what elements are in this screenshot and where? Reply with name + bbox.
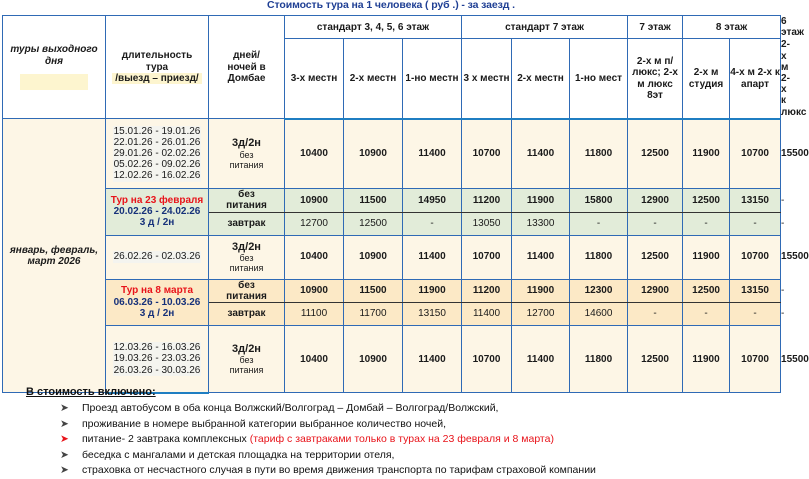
list-item-text: проживание в номере выбранной категории выбранное количество ночей, bbox=[82, 417, 446, 430]
price-cell: 11900 bbox=[512, 279, 570, 302]
date-line: 26.03.26 - 30.03.26 bbox=[113, 364, 201, 376]
price-cell: - bbox=[570, 212, 628, 235]
header-group-standard-7: стандарт 7 этаж bbox=[462, 16, 628, 39]
board-line1: без bbox=[239, 355, 254, 366]
price-cell: 13150 bbox=[730, 279, 781, 302]
price-cell: - bbox=[683, 302, 730, 325]
price-cell: 12500 bbox=[628, 119, 683, 189]
row-board-feb-2: завтрак bbox=[209, 212, 285, 235]
price-cell: 12900 bbox=[628, 189, 683, 212]
header-duration-line2: тура bbox=[145, 61, 169, 73]
date-line: 12.02.26 - 16.02.26 bbox=[113, 170, 201, 182]
table-row: Тур на 8 марта 06.03.26 - 10.03.26 3 д / 2н без питания 10900 11500 11900 11200 11900 12300 12900 12500 13150 - bbox=[3, 279, 781, 302]
price-cell: 10700 bbox=[730, 235, 781, 279]
price-cell: 10700 bbox=[462, 325, 512, 393]
row-board-4 bbox=[209, 325, 285, 393]
header-sub-2: 1-но местн bbox=[403, 39, 462, 119]
row-dates-4 bbox=[106, 325, 209, 393]
page-title: Стоимость тура на 1 человека ( руб .) - за заезд . bbox=[267, 0, 515, 11]
board-line2: питания bbox=[226, 200, 267, 212]
list-item bbox=[60, 432, 782, 448]
list-item-text: питание- 2 завтрака комплексных bbox=[82, 433, 250, 445]
price-cell: 10400 bbox=[285, 235, 344, 279]
header-days-line2: ночей в bbox=[227, 61, 266, 73]
price-cell: 12900 bbox=[628, 279, 683, 302]
board-line1: без bbox=[239, 149, 254, 160]
header-days-line1: дней/ bbox=[233, 50, 260, 62]
header-sub-6: 2-х м п/люкс; 2-х м люкс 8эт bbox=[628, 39, 683, 119]
price-cell: 11900 bbox=[512, 189, 570, 212]
list-item-note: (тариф с завтраками только в турах на 23 февраля и 8 марта) bbox=[249, 433, 554, 445]
header-group-floor-8: 8 этаж bbox=[683, 16, 781, 39]
header-duration-line1: длительность bbox=[121, 50, 193, 62]
header-sub-1: 2-х местн bbox=[344, 39, 403, 119]
price-cell: 11100 bbox=[285, 302, 344, 325]
price-cell: 10900 bbox=[285, 189, 344, 212]
price-cell: 10400 bbox=[285, 119, 344, 189]
price-cell: 11200 bbox=[462, 189, 512, 212]
month-cell: январь, февраль, март 2026 bbox=[3, 119, 106, 393]
price-cell: 10900 bbox=[344, 325, 403, 393]
tour-dates: 20.02.26 - 24.02.26 bbox=[113, 206, 201, 218]
price-cell: 12500 bbox=[628, 235, 683, 279]
date-line: 29.01.26 - 02.02.26 bbox=[113, 148, 201, 160]
row-board-feb-1 bbox=[209, 189, 285, 212]
table-header-group-row: туры выходного дня длительность тура /выезд – приезд/ дней/ ночей в Домбае стандарт 3, 4, 5, 6 этаж стандарт 7 этаж 7 этаж 8 этаж 6 этаж bbox=[3, 16, 781, 39]
price-cell: - bbox=[730, 212, 781, 235]
board-line2: питания bbox=[226, 290, 267, 302]
row-board-2 bbox=[209, 235, 285, 279]
row-dates-2 bbox=[106, 235, 209, 279]
price-cell: 13300 bbox=[512, 212, 570, 235]
date-line: 22.01.26 - 26.01.26 bbox=[113, 136, 201, 148]
row-tour-mar bbox=[106, 279, 209, 325]
arrow-bullet-icon: ➤ bbox=[60, 433, 69, 445]
price-cell: 11500 bbox=[344, 189, 403, 212]
price-cell: 11800 bbox=[570, 119, 628, 189]
price-cell: 13150 bbox=[730, 189, 781, 212]
date-line: 19.03.26 - 23.03.26 bbox=[113, 353, 201, 365]
price-cell: - bbox=[628, 302, 683, 325]
date-line: 15.01.26 - 19.01.26 bbox=[113, 125, 201, 137]
price-cell: 10400 bbox=[285, 325, 344, 393]
table-row: завтрак 12700 12500 - 13050 13300 - - - - - bbox=[3, 212, 781, 235]
table-row: завтрак 11100 11700 13150 11400 12700 14600 - - - - bbox=[3, 302, 781, 325]
price-cell: - bbox=[628, 212, 683, 235]
board-days: 3д/2н bbox=[232, 342, 261, 355]
included-section bbox=[0, 386, 782, 479]
tour-duration: 3 д / 2н bbox=[139, 217, 175, 229]
list-item bbox=[60, 401, 782, 417]
header-sub-3: 3 х местн bbox=[462, 39, 512, 119]
header-group-standard-3456: стандарт 3, 4, 5, 6 этаж bbox=[285, 16, 462, 39]
price-cell: 11400 bbox=[512, 235, 570, 279]
date-line: 26.02.26 - 02.03.26 bbox=[113, 251, 201, 263]
price-cell: 11400 bbox=[512, 119, 570, 189]
price-cell: - bbox=[683, 212, 730, 235]
arrow-bullet-icon: ➤ bbox=[60, 464, 69, 476]
header-days-line3: Домбае bbox=[227, 72, 266, 84]
row-tour-feb bbox=[106, 189, 209, 235]
board-line2: питания bbox=[229, 263, 264, 274]
list-item bbox=[60, 417, 782, 433]
price-cell: 11400 bbox=[403, 325, 462, 393]
arrow-bullet-icon: ➤ bbox=[60, 402, 69, 414]
price-cell: 11800 bbox=[570, 235, 628, 279]
price-cell: 13050 bbox=[462, 212, 512, 235]
date-line: 05.02.26 - 09.02.26 bbox=[113, 159, 201, 171]
table-row: 26.02.26 - 02.03.26 3д/2н без питания 10400 10900 11400 10700 11400 11800 12500 11900 10700 15500 bbox=[3, 235, 781, 279]
price-cell: 11700 bbox=[344, 302, 403, 325]
price-cell: 11400 bbox=[512, 325, 570, 393]
board-line2: питания bbox=[229, 365, 264, 376]
header-yellow-strip bbox=[20, 74, 87, 90]
board-line1: без bbox=[238, 279, 255, 291]
price-cell: 10700 bbox=[730, 119, 781, 189]
price-cell: 12500 bbox=[683, 279, 730, 302]
price-cell: 10900 bbox=[344, 119, 403, 189]
table-header-sub-row: 3-х местн 2-х местн 1-но местн 3 х местн 2-х местн 1-но мест 2-х м п/люкс; 2-х м люкс 8эт 2-х м студия 4-х м 2-х к апарт 2-х м 2-х к люкс bbox=[3, 39, 781, 119]
price-cell: 15800 bbox=[570, 189, 628, 212]
price-cell: 12500 bbox=[683, 189, 730, 212]
included-heading: В стоимость включено: bbox=[26, 386, 156, 398]
header-tours-label: туры выходного дня bbox=[10, 44, 98, 67]
price-cell: - bbox=[730, 302, 781, 325]
list-item-text: страховка от несчастного случая в пути во время движения транспорта по тарифам страховой компании bbox=[82, 464, 596, 476]
tour-dates: 06.03.26 - 10.03.26 bbox=[113, 296, 201, 308]
price-cell: - bbox=[403, 212, 462, 235]
price-cell: 11900 bbox=[683, 119, 730, 189]
list-item-text: беседка с мангалами и детская площадка на территории отеля, bbox=[82, 448, 395, 461]
row-board-0 bbox=[209, 119, 285, 189]
board-line1: без bbox=[238, 189, 255, 201]
price-cell: 12700 bbox=[285, 212, 344, 235]
price-cell: 11400 bbox=[462, 302, 512, 325]
header-group-floor-7: 7 этаж bbox=[628, 16, 683, 39]
header-days-nights-cell bbox=[209, 16, 285, 119]
header-sub-0: 3-х местн bbox=[285, 39, 344, 119]
price-cell: 13150 bbox=[403, 302, 462, 325]
header-sub-8: 4-х м 2-х к апарт bbox=[730, 39, 781, 119]
tour-title: Тур на 23 февраля bbox=[110, 195, 204, 207]
table-row: Тур на 23 февраля 20.02.26 - 24.02.26 3 д / 2н без питания 10900 11500 14950 11200 11900 15800 12900 12500 13150 - bbox=[3, 189, 781, 212]
price-cell: 12500 bbox=[344, 212, 403, 235]
header-duration-cell bbox=[106, 16, 209, 119]
price-cell: 14600 bbox=[570, 302, 628, 325]
header-sub-7: 2-х м студия bbox=[683, 39, 730, 119]
price-cell: 10700 bbox=[730, 325, 781, 393]
board-line1: без bbox=[239, 253, 254, 264]
price-cell: 11900 bbox=[403, 279, 462, 302]
header-duration-line3: /выезд – приезд/ bbox=[106, 73, 208, 84]
price-cell: 14950 bbox=[403, 189, 462, 212]
price-cell: 11200 bbox=[462, 279, 512, 302]
board-days: 3д/2н bbox=[232, 137, 261, 150]
tour-title: Тур на 8 марта bbox=[120, 285, 194, 297]
price-cell: 11400 bbox=[403, 235, 462, 279]
board-days: 3д/2н bbox=[232, 240, 261, 253]
date-line: 12.03.26 - 16.03.26 bbox=[113, 342, 201, 354]
price-cell: 11800 bbox=[570, 325, 628, 393]
price-cell: 11500 bbox=[344, 279, 403, 302]
list-item-text: Проезд автобусом в оба конца Волжский/Волгоград – Домбай – Волгоград/Волжский, bbox=[82, 402, 499, 414]
header-sub-4: 2-х местн bbox=[512, 39, 570, 119]
price-table bbox=[2, 15, 809, 394]
price-cell: 11400 bbox=[403, 119, 462, 189]
table-row: 12.03.26 - 16.03.26 19.03.26 - 23.03.26 26.03.26 - 30.03.26 3д/2н без питания 10400 10900 11400 10700 11400 11800 12500 11900 10700 15500 bbox=[3, 325, 781, 393]
board-line2: питания bbox=[229, 159, 264, 170]
header-sub-5: 1-но мест bbox=[570, 39, 628, 119]
included-list bbox=[0, 401, 782, 479]
list-item bbox=[60, 463, 782, 479]
header-tours-cell bbox=[3, 16, 106, 119]
price-cell: 11900 bbox=[683, 235, 730, 279]
tour-duration: 3 д / 2н bbox=[139, 307, 175, 319]
price-cell: 10700 bbox=[462, 235, 512, 279]
arrow-bullet-icon: ➤ bbox=[60, 417, 69, 430]
price-cell: 10900 bbox=[285, 279, 344, 302]
arrow-bullet-icon: ➤ bbox=[60, 448, 69, 461]
price-cell: 11900 bbox=[683, 325, 730, 393]
price-cell: 10700 bbox=[462, 119, 512, 189]
list-item bbox=[60, 448, 782, 464]
price-cell: 10900 bbox=[344, 235, 403, 279]
row-board-mar-2: завтрак bbox=[209, 302, 285, 325]
row-board-mar-1 bbox=[209, 279, 285, 302]
price-table-wrapper bbox=[2, 15, 809, 394]
table-row: январь, февраль, март 2026 15.01.26 - 19.01.26 22.01.26 - 26.01.26 29.01.26 - 02.02.26 05.02.26 - 09.02.26 12.02.26 - 16.02.26 3д/2н без питания 10400 10900 11400 10700 11400 11800 12500 11900 10700 15500 bbox=[3, 119, 781, 189]
row-dates-0 bbox=[106, 119, 209, 189]
price-cell: 12500 bbox=[628, 325, 683, 393]
price-cell: 12700 bbox=[512, 302, 570, 325]
price-cell: 12300 bbox=[570, 279, 628, 302]
